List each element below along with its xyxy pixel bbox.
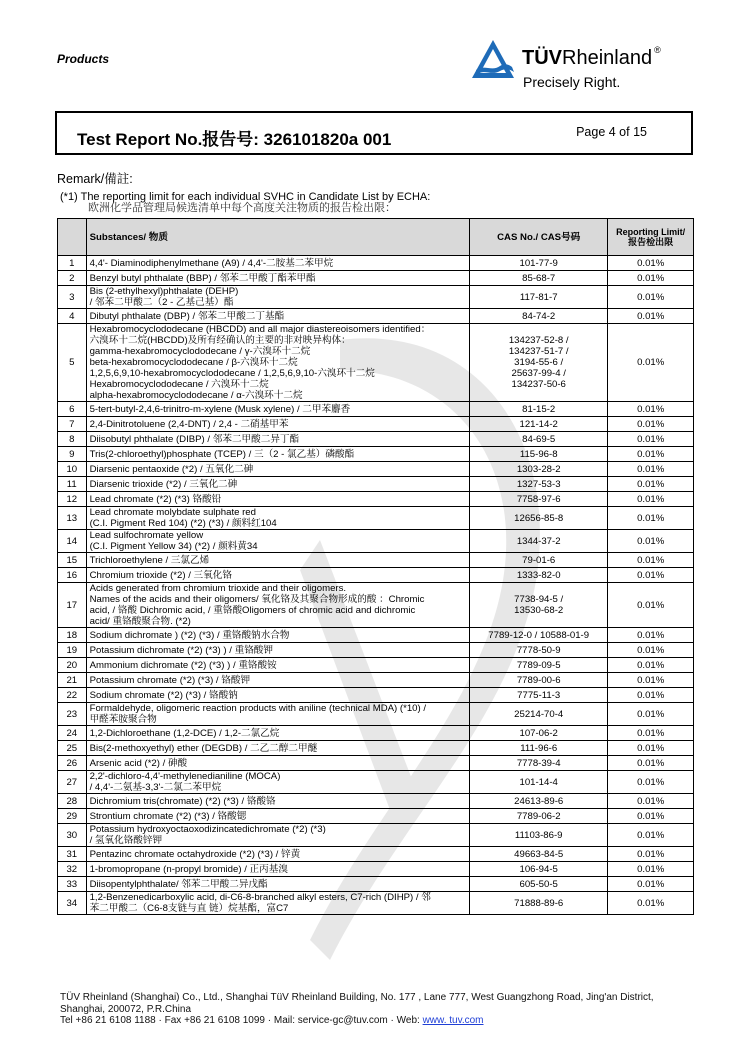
table-row — [58, 794, 694, 809]
footer — [60, 992, 654, 1027]
cell-substance: Formaldehyde, oligomeric reaction products with aniline (technical MDA) (*10) / 甲醛苯胺聚合物 — [86, 703, 469, 726]
table-row — [58, 417, 694, 432]
cell-substance: 4,4'- Diaminodiphenylmethane (A9) / 4,4'-二胺基二苯甲烷 — [86, 256, 469, 271]
cell-no: 17 — [58, 583, 87, 628]
cell-no: 24 — [58, 726, 87, 741]
cell-substance: Lead sulfochromate yellow (C.I. Pigment Yellow 34) (*2) / 颜料黄34 — [86, 530, 469, 553]
cell-substance: Potassium dichromate (*2) (*3) ) / 重铬酸钾 — [86, 643, 469, 658]
cell-no: 21 — [58, 673, 87, 688]
cell-cas-number: 71888-89-6 — [470, 892, 608, 915]
table-row — [58, 703, 694, 726]
table-row — [58, 447, 694, 462]
brand-name: TÜVRheinland ® — [522, 45, 661, 69]
cell-cas-number: 106-94-5 — [470, 862, 608, 877]
cell-substance: Potassium hydroxyoctaoxodizincatedichromate (*2) (*3) / 氢氧化铬酸锌钾 — [86, 824, 469, 847]
cell-no: 7 — [58, 417, 87, 432]
cell-cas-number: 7778-39-4 — [470, 756, 608, 771]
cell-no: 29 — [58, 809, 87, 824]
cell-no: 34 — [58, 892, 87, 915]
cell-no: 31 — [58, 847, 87, 862]
cell-substance: Tris(2-chloroethyl)phosphate (TCEP) / 三（2 - 氯乙基）磷酸酯 — [86, 447, 469, 462]
cell-substance: Bis(2-methoxyethyl) ether (DEGDB) / 二乙二醇二甲醚 — [86, 741, 469, 756]
cell-substance: Strontium chromate (*2) (*3) / 铬酸锶 — [86, 809, 469, 824]
cell-reporting-limit: 0.01% — [608, 809, 694, 824]
cell-no: 6 — [58, 402, 87, 417]
table-row — [58, 892, 694, 915]
cell-reporting-limit: 0.01% — [608, 892, 694, 915]
cell-cas-number: 79-01-6 — [470, 553, 608, 568]
cell-no: 2 — [58, 271, 87, 286]
cell-cas-number: 117-81-7 — [470, 286, 608, 309]
cell-reporting-limit: 0.01% — [608, 417, 694, 432]
tuv-triangle-logo-icon — [470, 38, 516, 80]
cell-cas-number: 7789-12-0 / 10588-01-9 — [470, 628, 608, 643]
cell-substance: Hexabromocyclododecane (HBCDD) and all major diastereoisomers identified： 六溴环十二烷(HBCDD)及所有经确认的主要的非对映异构体： gamma-hexabromocyclododecane / γ-六溴环十二烷 beta-hexabromocyclododecane / β-六溴环十二烷 1,2,5,6,9,10-hexabromocyclododecane / 1,2,5,6,9,10-六溴环十二烷 Hexabromocyclododecane / 六溴环十二烷 alpha-hexabromocyclododecane / α-六溴环十二烷 — [86, 324, 469, 402]
table-row — [58, 286, 694, 309]
cell-cas-number: 7789-00-6 — [470, 673, 608, 688]
cell-reporting-limit: 0.01% — [608, 877, 694, 892]
footer-address-line2: Shanghai, 200072, P.R.China — [60, 1003, 192, 1015]
tuv-rheinland-logo — [470, 38, 700, 98]
column-header-cas: CAS No./ CAS号码 — [470, 219, 608, 256]
cell-reporting-limit: 0.01% — [608, 583, 694, 628]
cell-cas-number: 7775-11-3 — [470, 688, 608, 703]
cell-reporting-limit: 0.01% — [608, 726, 694, 741]
table-row — [58, 324, 694, 402]
cell-no: 28 — [58, 794, 87, 809]
cell-cas-number: 107-06-2 — [470, 726, 608, 741]
cell-cas-number: 85-68-7 — [470, 271, 608, 286]
cell-substance: 1,2-Benzenedicarboxylic acid, di-C6-8-branched alkyl esters, C7-rich (DIHP) / 邻 苯二甲酸二（C6-8支链与直 链）烷基酯，富C7 — [86, 892, 469, 915]
cell-substance: Potassium chromate (*2) (*3) / 铬酸钾 — [86, 673, 469, 688]
cell-substance: Lead chromate (*2) (*3) 铬酸铅 — [86, 492, 469, 507]
table-row — [58, 756, 694, 771]
table-row — [58, 673, 694, 688]
cell-cas-number: 81-15-2 — [470, 402, 608, 417]
cell-reporting-limit: 0.01% — [608, 256, 694, 271]
note-marker: (*1) — [60, 191, 78, 203]
cell-no: 25 — [58, 741, 87, 756]
table-row — [58, 847, 694, 862]
cell-reporting-limit: 0.01% — [608, 771, 694, 794]
table-row — [58, 824, 694, 847]
cell-reporting-limit: 0.01% — [608, 286, 694, 309]
cell-no: 15 — [58, 553, 87, 568]
note-english: The reporting limit for each individual SVHC in Candidate List by ECHA: — [80, 191, 431, 203]
footer-contact — [60, 1015, 654, 1027]
cell-reporting-limit: 0.01% — [608, 324, 694, 402]
table-row — [58, 462, 694, 477]
cell-no: 3 — [58, 286, 87, 309]
table-body — [58, 256, 694, 915]
cell-no: 32 — [58, 862, 87, 877]
cell-reporting-limit: 0.01% — [608, 462, 694, 477]
cell-reporting-limit: 0.01% — [608, 477, 694, 492]
cell-reporting-limit: 0.01% — [608, 862, 694, 877]
cell-reporting-limit: 0.01% — [608, 432, 694, 447]
cell-reporting-limit: 0.01% — [608, 658, 694, 673]
section-label: Products — [57, 52, 110, 66]
cell-no: 1 — [58, 256, 87, 271]
cell-reporting-limit: 0.01% — [608, 756, 694, 771]
cell-substance: Acids generated from chromium trioxide and their oligomers. Names of the acids and their oligomers/ 氧化铬及其聚合物形成的酸 ：Chromic acid, / 铬酸 Dichromic acid, / 重铬酸Oligomers of chromic acid and dichromic acid/ 重铬酸聚合物. (*2) — [86, 583, 469, 628]
cell-no: 8 — [58, 432, 87, 447]
cell-reporting-limit: 0.01% — [608, 741, 694, 756]
report-header-box — [55, 111, 693, 155]
table-row — [58, 726, 694, 741]
cell-cas-number: 101-77-9 — [470, 256, 608, 271]
table-row — [58, 492, 694, 507]
cell-substance: Lead chromate molybdate sulphate red (C.I. Pigment Red 104) (*2) (*3) / 颜料红104 — [86, 507, 469, 530]
cell-no: 33 — [58, 877, 87, 892]
table-row — [58, 568, 694, 583]
table-row — [58, 583, 694, 628]
cell-substance: Diisopentylphthalate/ 邻苯二甲酸二异戊酯 — [86, 877, 469, 892]
cell-no: 23 — [58, 703, 87, 726]
cell-substance: 2,2'-dichloro-4,4'-methylenedianiline (MOCA) / 4,4'-二氨基-3,3'-二氯二苯甲烷 — [86, 771, 469, 794]
table-row — [58, 877, 694, 892]
table-header-row — [58, 219, 694, 256]
cell-cas-number: 7758-97-6 — [470, 492, 608, 507]
cell-reporting-limit: 0.01% — [608, 703, 694, 726]
cell-substance: 1-bromopropane (n-propyl bromide) / 正丙基溴 — [86, 862, 469, 877]
cell-cas-number: 7778-50-9 — [470, 643, 608, 658]
cell-substance: Benzyl butyl phthalate (BBP) / 邻苯二甲酸丁酯苯甲酯 — [86, 271, 469, 286]
cell-substance: Sodium chromate (*2) (*3) / 铬酸钠 — [86, 688, 469, 703]
cell-reporting-limit: 0.01% — [608, 847, 694, 862]
table-row — [58, 271, 694, 286]
cell-no: 11 — [58, 477, 87, 492]
cell-cas-number: 1344-37-2 — [470, 530, 608, 553]
cell-no: 14 — [58, 530, 87, 553]
cell-cas-number: 12656-85-8 — [470, 507, 608, 530]
table-row — [58, 309, 694, 324]
cell-no: 13 — [58, 507, 87, 530]
cell-cas-number: 84-69-5 — [470, 432, 608, 447]
cell-cas-number: 121-14-2 — [470, 417, 608, 432]
cell-cas-number: 111-96-6 — [470, 741, 608, 756]
cell-no: 16 — [58, 568, 87, 583]
cell-substance: Ammonium dichromate (*2) (*3) ) / 重铬酸铵 — [86, 658, 469, 673]
cell-no: 22 — [58, 688, 87, 703]
table-row — [58, 507, 694, 530]
cell-substance: Bis (2-ethylhexyl)phthalate (DEHP) / 邻苯二甲酸二（2 - 乙基己基）酯 — [86, 286, 469, 309]
column-header-no — [58, 219, 87, 256]
cell-no: 19 — [58, 643, 87, 658]
cell-reporting-limit: 0.01% — [608, 824, 694, 847]
table-row — [58, 553, 694, 568]
table-row — [58, 658, 694, 673]
cell-substance: Dibutyl phthalate (DBP) / 邻苯二甲酸二丁基酯 — [86, 309, 469, 324]
cell-reporting-limit: 0.01% — [608, 688, 694, 703]
cell-reporting-limit: 0.01% — [608, 447, 694, 462]
cell-substance: 2,4-Dinitrotoluene (2,4-DNT) / 2,4 - 二硝基甲苯 — [86, 417, 469, 432]
cell-no: 9 — [58, 447, 87, 462]
table-row — [58, 771, 694, 794]
cell-no: 5 — [58, 324, 87, 402]
cell-substance: Diarsenic trioxide (*2) / 三氧化二砷 — [86, 477, 469, 492]
cell-substance: Sodium dichromate ) (*2) (*3) / 重铬酸钠水合物 — [86, 628, 469, 643]
cell-substance: Arsenic acid (*2) / 砷酸 — [86, 756, 469, 771]
table-row — [58, 432, 694, 447]
cell-cas-number: 1333-82-0 — [470, 568, 608, 583]
note-chinese: 欧洲化学品管理局候选清单中每个高度关注物质的报告检出限： — [88, 202, 396, 214]
cell-cas-number: 24613-89-6 — [470, 794, 608, 809]
cell-substance: Pentazinc chromate octahydroxide (*2) (*3) / 锌黄 — [86, 847, 469, 862]
cell-no: 26 — [58, 756, 87, 771]
cell-reporting-limit: 0.01% — [608, 402, 694, 417]
cell-no: 12 — [58, 492, 87, 507]
table-row — [58, 643, 694, 658]
page-indicator: Page 4 of 15 — [576, 125, 647, 139]
table-row — [58, 741, 694, 756]
footer-contact-text: Tel +86 21 6108 1188 · Fax +86 21 6108 1099 · Mail: service-gc@tuv.com · Web: — [60, 1015, 423, 1026]
reporting-limit-note — [60, 192, 430, 214]
cell-no: 4 — [58, 309, 87, 324]
table-row — [58, 402, 694, 417]
cell-cas-number: 101-14-4 — [470, 771, 608, 794]
cell-cas-number: 1303-28-2 — [470, 462, 608, 477]
website-link[interactable]: www. tuv.com — [422, 1015, 484, 1026]
cell-substance: Chromium trioxide (*2) / 三氧化铬 — [86, 568, 469, 583]
cell-reporting-limit: 0.01% — [608, 309, 694, 324]
cell-substance: Trichloroethylene / 三氯乙烯 — [86, 553, 469, 568]
cell-cas-number: 7789-09-5 — [470, 658, 608, 673]
cell-reporting-limit: 0.01% — [608, 271, 694, 286]
report-number: Test Report No.报告号: 326101820a 001 — [77, 130, 392, 149]
table-row — [58, 530, 694, 553]
cell-substance: Diarsenic pentaoxide (*2) / 五氧化二砷 — [86, 462, 469, 477]
remark-label: Remark/備註: — [57, 172, 133, 186]
cell-cas-number: 1327-53-3 — [470, 477, 608, 492]
cell-no: 18 — [58, 628, 87, 643]
brand-tagline: Precisely Right. — [523, 74, 621, 90]
table-row — [58, 862, 694, 877]
table-row — [58, 256, 694, 271]
cell-substance: 5-tert-butyl-2,4,6-trinitro-m-xylene (Musk xylene) / 二甲苯麝香 — [86, 402, 469, 417]
table-row — [58, 628, 694, 643]
cell-cas-number: 7738-94-5 / 13530-68-2 — [470, 583, 608, 628]
cell-substance: Diisobutyl phthalate (DIBP) / 邻苯二甲酸二异丁酯 — [86, 432, 469, 447]
column-header-substance: Substances/ 物质 — [86, 219, 469, 256]
cell-cas-number: 134237-52-8 / 134237-51-7 / 3194-55-6 / 25637-99-4 / 134237-50-6 — [470, 324, 608, 402]
cell-cas-number: 11103-86-9 — [470, 824, 608, 847]
cell-reporting-limit: 0.01% — [608, 553, 694, 568]
cell-no: 20 — [58, 658, 87, 673]
cell-substance: 1,2-Dichloroethane (1,2-DCE) / 1,2-二氯乙烷 — [86, 726, 469, 741]
cell-reporting-limit: 0.01% — [608, 507, 694, 530]
cell-reporting-limit: 0.01% — [608, 492, 694, 507]
cell-reporting-limit: 0.01% — [608, 568, 694, 583]
table-row — [58, 809, 694, 824]
cell-no: 30 — [58, 824, 87, 847]
column-header-limit: Reporting Limit/ 报告检出限 — [608, 219, 694, 256]
cell-no: 10 — [58, 462, 87, 477]
cell-cas-number: 49663-84-5 — [470, 847, 608, 862]
cell-substance: Dichromium tris(chromate) (*2) (*3) / 铬酸铬 — [86, 794, 469, 809]
cell-cas-number: 115-96-8 — [470, 447, 608, 462]
svhc-reporting-limit-table — [57, 218, 694, 915]
cell-reporting-limit: 0.01% — [608, 794, 694, 809]
cell-reporting-limit: 0.01% — [608, 530, 694, 553]
table-row — [58, 477, 694, 492]
cell-cas-number: 25214-70-4 — [470, 703, 608, 726]
cell-reporting-limit: 0.01% — [608, 673, 694, 688]
cell-cas-number: 605-50-5 — [470, 877, 608, 892]
footer-address-line1: TÜV Rheinland (Shanghai) Co., Ltd., Shanghai TüV Rheinland Building, No. 177 , Lane 777, West Guangzhong Road, Jing'an District, — [60, 992, 654, 1003]
cell-cas-number: 7789-06-2 — [470, 809, 608, 824]
cell-cas-number: 84-74-2 — [470, 309, 608, 324]
cell-no: 27 — [58, 771, 87, 794]
cell-reporting-limit: 0.01% — [608, 643, 694, 658]
table-row — [58, 688, 694, 703]
cell-reporting-limit: 0.01% — [608, 628, 694, 643]
